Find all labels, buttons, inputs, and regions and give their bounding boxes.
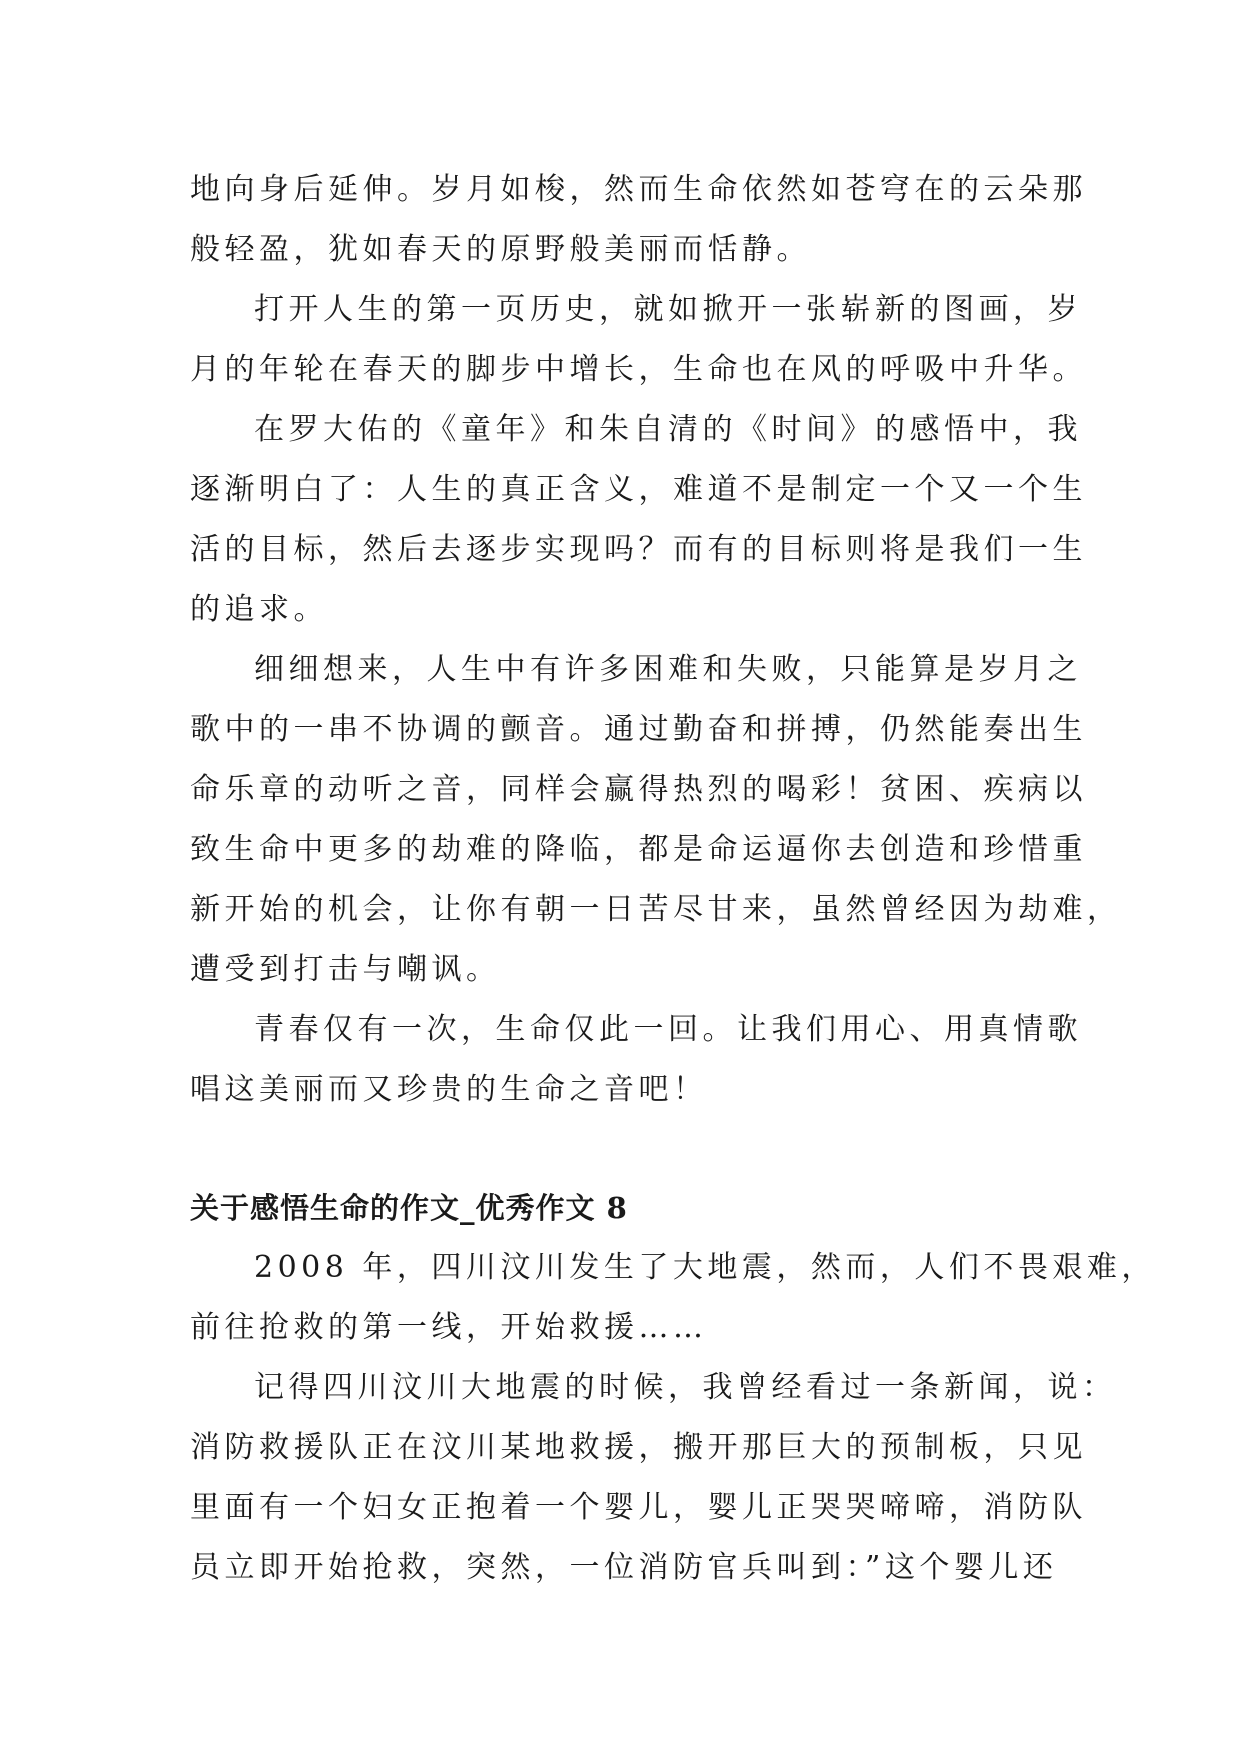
paragraph xyxy=(190,1358,1117,1598)
paragraph xyxy=(190,400,1087,640)
text-line: 致生命中更多的劫难的降临，都是命运逼你去创造和珍惜重 xyxy=(190,832,1087,867)
text-line: 打开人生的第一页历史，就如掀开一张崭新的图画，岁 xyxy=(254,292,1082,327)
text-line: 员立即开始抢救，突然，一位消防官兵叫到：”这个婴儿还 xyxy=(190,1550,1058,1585)
text-line: 命乐章的动听之音，同样会赢得热烈的喝彩！贫困、疾病以 xyxy=(190,772,1087,807)
text-line: 地向身后延伸。岁月如梭，然而生命依然如苍穹在的云朵那 xyxy=(190,172,1087,207)
text-line: 细细想来，人生中有许多困难和失败，只能算是岁月之 xyxy=(254,652,1082,687)
text-line: 活的目标，然后去逐步实现吗？而有的目标则将是我们一生 xyxy=(190,532,1087,567)
text-line: 月的年轮在春天的脚步中增长，生命也在风的呼吸中升华。 xyxy=(190,352,1087,387)
section-heading: 关于感悟生命的作文_优秀作文 8 xyxy=(190,1191,628,1225)
paragraph xyxy=(190,160,1087,280)
text-line: 唱这美丽而又珍贵的生命之音吧！ xyxy=(190,1072,708,1107)
paragraph xyxy=(190,1238,1156,1358)
document-page xyxy=(190,160,1156,1598)
text-line: 的追求。 xyxy=(190,592,328,627)
text-line: 般轻盈，犹如春天的原野般美丽而恬静。 xyxy=(190,232,811,267)
paragraph xyxy=(190,1000,1082,1120)
text-line: 青春仅有一次，生命仅此一回。让我们用心、用真情歌 xyxy=(254,1012,1082,1047)
text-line: 里面有一个妇女正抱着一个婴儿，婴儿正哭哭啼啼，消防队 xyxy=(190,1490,1087,1525)
text-line: 2008 年，四川汶川发生了大地震，然而，人们不畏艰难， xyxy=(254,1250,1156,1285)
text-line: 歌中的一串不协调的颤音。通过勤奋和拼搏，仍然能奏出生 xyxy=(190,712,1087,747)
paragraph xyxy=(190,280,1087,400)
paragraph xyxy=(190,640,1122,1000)
text-line: 消防救援队正在汶川某地救援，搬开那巨大的预制板，只见 xyxy=(190,1430,1087,1465)
text-line: 遭受到打击与嘲讽。 xyxy=(190,952,501,987)
text-line: 新开始的机会，让你有朝一日苦尽甘来，虽然曾经因为劫难， xyxy=(190,892,1122,927)
text-line: 记得四川汶川大地震的时候，我曾经看过一条新闻，说： xyxy=(254,1370,1117,1405)
section-spacer xyxy=(190,1120,1060,1178)
text-line: 前往抢救的第一线，开始救援…… xyxy=(190,1310,708,1345)
text-line: 逐渐明白了：人生的真正含义，难道不是制定一个又一个生 xyxy=(190,472,1087,507)
text-line: 在罗大佑的《童年》和朱自清的《时间》的感悟中，我 xyxy=(254,412,1082,447)
